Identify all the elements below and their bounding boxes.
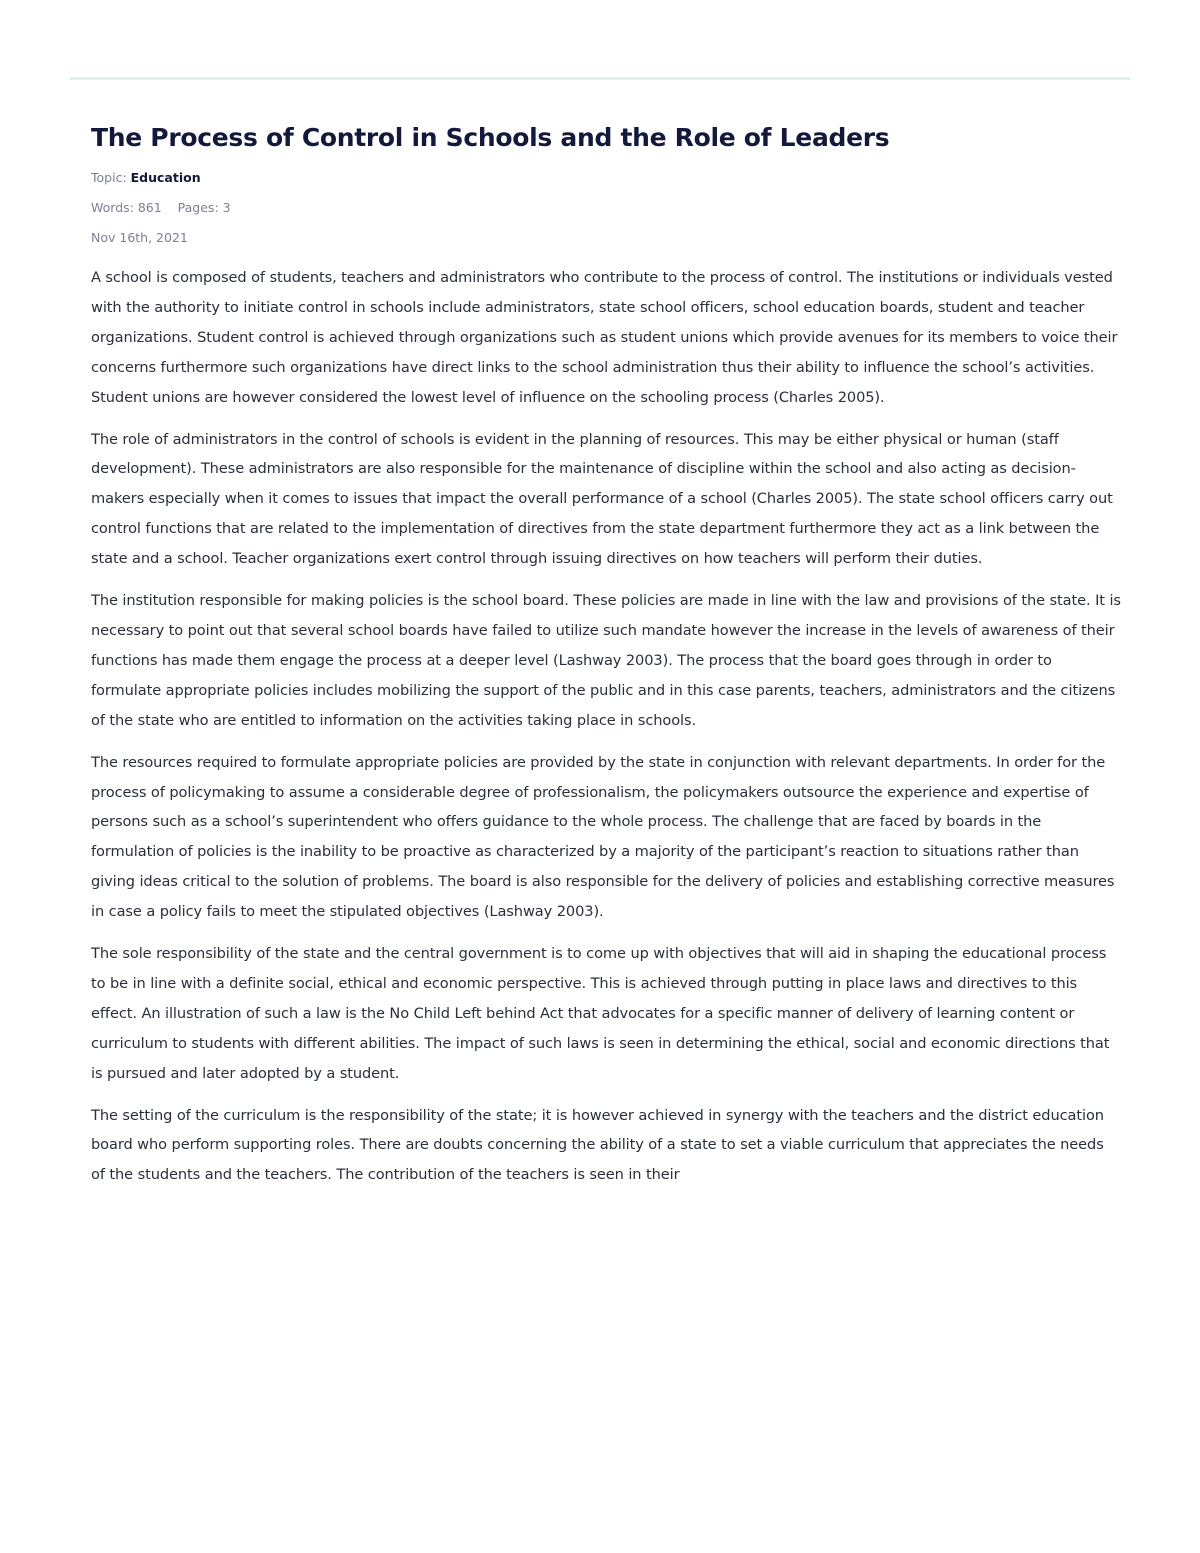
pages-label: Pages:	[177, 200, 219, 215]
words-count: 861	[137, 200, 162, 215]
paragraph-1: A school is composed of students, teachers and administrators who contribute to the process of control. The institutions or individuals vested with the authority to initiate control in schools include administrators, state school officers, school education boards, student and teacher organizations. Student control is achieved through organizations such as student unions which provide avenues for its members to voice their concerns furthermore such organizations have direct links to the school administration thus their ability to influence the school’s activities. Student unions are however considered the lowest level of influence on the schooling process (Charles 2005).	[91, 269, 1118, 406]
page-title: The Process of Control in Schools and the Role of Leaders	[91, 123, 890, 152]
essay-body	[91, 263, 1121, 1190]
paragraph-5: The sole responsibility of the state and the central government is to come up with objectives that will aid in shaping the educational process to be in line with a definite social, ethical and economic perspective. This is achieved through putting in place laws and directives to this effect. An illustration of such a law is the No Child Left behind Act that advocates for a specific manner of delivery of learning content or curriculum to students with different abilities. The impact of such laws is seen in determining the ethical, social and economic directions that is pursued and later adopted by a student.	[91, 945, 1110, 1082]
header-divider	[70, 77, 1130, 80]
document-meta	[91, 170, 1121, 246]
pages-count: 3	[222, 200, 231, 215]
words-label: Words:	[91, 200, 134, 215]
publish-date: Nov 16th, 2021	[91, 230, 188, 245]
paragraph-3: The institution responsible for making policies is the school board. These policies are made in line with the law and provisions of the state. It is necessary to point out that several school boards have failed to utilize such mandate however the increase in the levels of awareness of their functions has made them engage the process at a deeper level (Lashway 2003). The process that the board goes through in order to formulate appropriate policies includes mobilizing the support of the public and in this case parents, teachers, administrators and the citizens of the state who are entitled to information on the activities taking place in schools.	[91, 592, 1121, 729]
topic-label: Topic:	[91, 170, 127, 185]
paragraph-6: The setting of the curriculum is the responsibility of the state; it is however achieved in synergy with the teachers and the district education board who perform supporting roles. There are doubts concerning the ability of a state to set a viable curriculum that appreciates the needs of the students and the teachers. The contribution of the teachers is seen in their	[91, 1106, 1104, 1184]
paragraph-4: The resources required to formulate appropriate policies are provided by the state in conjunction with relevant departments. In order for the process of policymaking to assume a considerable degree of professionalism, the policymakers outsource the experience and expertise of persons such as a school’s superintendent who offers guidance to the whole process. The challenge that are faced by boards in the formulation of policies is the inability to be proactive as characterized by a majority of the participant’s reaction to situations rather than giving ideas critical to the solution of problems. The board is also responsible for the delivery of policies and establishing corrective measures in case a policy fails to meet the stipulated objectives (Lashway 2003).	[91, 753, 1115, 921]
stats-line	[91, 200, 1121, 216]
document-content	[91, 120, 1121, 1202]
date-line	[91, 230, 1121, 246]
paragraph-2: The role of administrators in the control of schools is evident in the planning of resources. This may be either physical or human (staff development). These administrators are also responsible for the maintenance of discipline within the school and also acting as decision-makers especially when it comes to issues that impact the overall performance of a school (Charles 2005). The state school officers carry out control functions that are related to the implementation of directives from the state department furthermore they act as a link between the state and a school. Teacher organizations exert control through issuing directives on how teachers will perform their duties.	[91, 430, 1113, 568]
topic-line	[91, 170, 1121, 186]
topic-link[interactable]: Education	[130, 170, 201, 185]
